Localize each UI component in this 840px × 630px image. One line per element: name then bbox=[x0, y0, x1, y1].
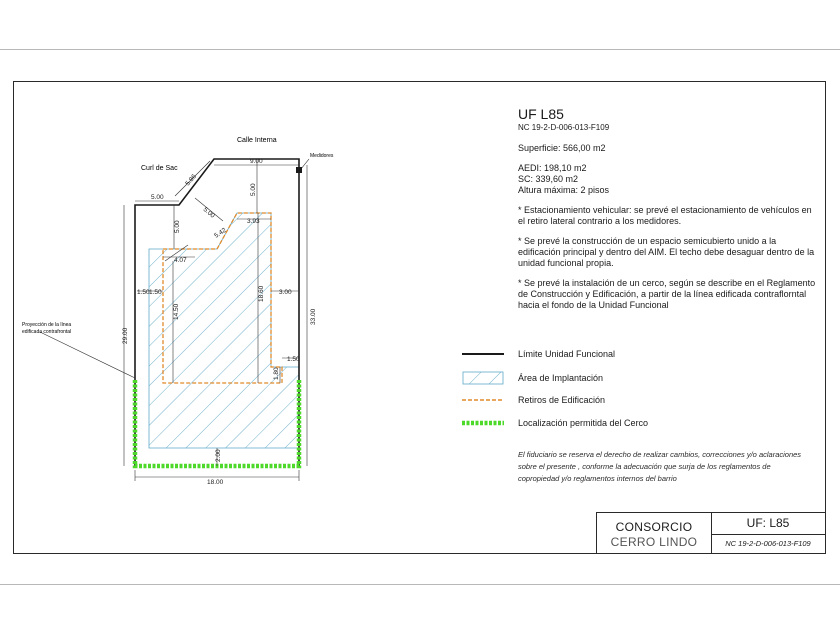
legend-boundary-label: Límite Unidad Funcional bbox=[518, 349, 616, 359]
note-parking: * Estacionamiento vehicular: se prevé el estacionamiento de vehículos en el retiro lateral contrario a los medidores. bbox=[518, 205, 812, 226]
dim-5-00-left: 5.00 bbox=[174, 220, 181, 233]
legend-implantation bbox=[462, 371, 603, 385]
sc: SC: 339,60 m2 bbox=[518, 174, 579, 184]
legend-implantation-label: Área de Implantación bbox=[518, 373, 604, 383]
dim-5-00-front: 5.00 bbox=[151, 194, 164, 201]
title-block-company bbox=[597, 513, 712, 553]
dim-29-00: 29.00 bbox=[122, 327, 129, 344]
title-block bbox=[596, 512, 826, 554]
legend-fence-label: Localización permitida del Cerco bbox=[518, 418, 649, 428]
disclaimer: El fiduciario se reserva el derecho de realizar cambios, correcciones y/o aclaraciones sobre el presente , conforme la adecuación que surja de los reglamentos de copropiedad y/o reglamentos internos del barrio bbox=[518, 450, 802, 483]
legend-boundary bbox=[462, 347, 615, 361]
dim-9-00: 9.00 bbox=[250, 158, 263, 165]
dim-5-00-vertical: 5.00 bbox=[250, 183, 257, 196]
dim-18-00: 18.00 bbox=[207, 479, 224, 486]
dim-5-86: 5.86 bbox=[184, 173, 198, 188]
street-label: Calle Interna bbox=[237, 137, 277, 144]
title-block-nc: NC 19-2-D-006-013-F109 bbox=[725, 539, 811, 548]
dim-1-80: 1.80 bbox=[273, 367, 280, 380]
note-fence: * Se prevé la instalación de un cerco, según se describe en el Reglamento de Construcción y Edificación, a partir de la línea edificada contraflorntal hacia el fondo de la Unidad Funcional bbox=[518, 278, 816, 310]
note-semicovered: * Se prevé la construcción de un espacio semicubierto unido a la edificación principal y dentro del AIM. El techo debe desaguar dentro de la unidad funcional propia. bbox=[518, 236, 815, 268]
projection-label-line2: edificada contrafrontal bbox=[22, 329, 72, 335]
info-panel bbox=[518, 106, 818, 311]
nc-code: NC 19-2-D-006-013-F109 bbox=[518, 123, 610, 132]
dim-18-60: 18.60 bbox=[258, 285, 265, 302]
uf-title: UF L85 bbox=[518, 106, 564, 122]
dim-5-42: 5.42 bbox=[213, 226, 228, 240]
superficie: Superficie: 566,00 m2 bbox=[518, 143, 606, 153]
altura-maxima: Altura máxima: 2 pisos bbox=[518, 185, 610, 195]
dim-3-93: 3.93 bbox=[247, 218, 260, 225]
dim-1-50-c: 1.50 bbox=[287, 356, 300, 363]
projection-label-line1: Proyección de la línea bbox=[22, 322, 72, 328]
legend-fence-swatch bbox=[462, 416, 504, 430]
legend-setback bbox=[462, 393, 605, 407]
meter-post bbox=[296, 167, 302, 173]
dim-3-00: 3.00 bbox=[279, 289, 292, 296]
dim-1-50-a: 1.50 bbox=[137, 289, 150, 296]
legend-setback-label: Retiros de Edificación bbox=[518, 395, 606, 405]
dim-1-50-b: 1.50 bbox=[149, 289, 162, 296]
legend-setback-swatch bbox=[462, 393, 504, 407]
legend-fence bbox=[462, 416, 648, 430]
legend-boundary-swatch bbox=[462, 347, 504, 361]
company-line-1: CONSORCIO bbox=[615, 520, 693, 534]
dim-2-00: 2.00 bbox=[215, 449, 222, 462]
dim-4-07: 4.07 bbox=[174, 257, 187, 264]
dim-14-50: 14.50 bbox=[173, 303, 180, 320]
dim-5-00-diagonal: 5.00 bbox=[201, 206, 216, 220]
implantation-area bbox=[149, 213, 299, 448]
aedi: AEDI: 198,10 m2 bbox=[518, 163, 587, 173]
company-line-2: CERRO LINDO bbox=[610, 535, 698, 549]
culdesac-label: Curl de Sac bbox=[141, 165, 178, 172]
meters-label: Medidores bbox=[310, 153, 334, 159]
title-block-uf: UF: L85 bbox=[711, 513, 825, 535]
legend-implantation-swatch bbox=[462, 371, 504, 385]
dim-33-00: 33.00 bbox=[310, 308, 317, 325]
